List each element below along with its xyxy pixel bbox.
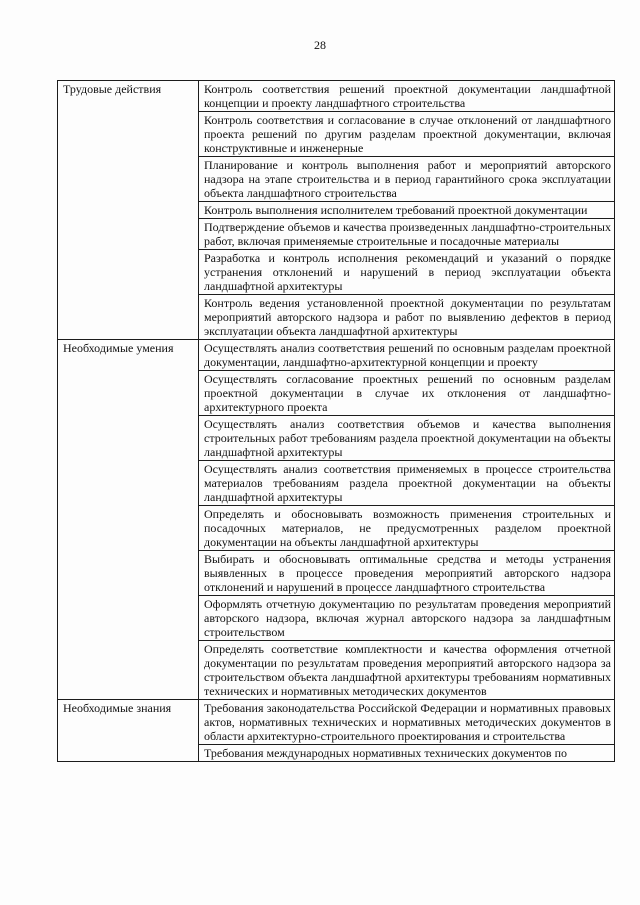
list-item: Определять соответствие комплектности и качества оформления отчетной документации по результатам проведения мероприятий авторского надзора за строительством объекта ландшафтной архитектуры требованиям нормативных технических и нормативных методических документов xyxy=(199,640,614,698)
list-item: Осуществлять анализ соответствия применяемых в процессе строительства материалов требованиям раздела проектной документации на объекты ландшафтной архитектуры xyxy=(199,460,614,504)
table-row-labor-actions xyxy=(58,81,615,340)
row-label: Необходимые знания xyxy=(58,700,199,762)
row-items xyxy=(199,340,615,700)
list-item: Контроль ведения установленной проектной документации по результатам мероприятий авторского надзора и работ по выявлению дефектов в период эксплуатации объекта ландшафтной архитектуры xyxy=(199,294,614,338)
list-item: Планирование и контроль выполнения работ и мероприятий авторского надзора на этапе строительства и в период гарантийного срока эксплуатации объекта ландшафтного строительства xyxy=(199,156,614,200)
list-item: Осуществлять анализ соответствия решений по основным разделам проектной документации, ландшафтно-архитектурной концепции и проекту xyxy=(204,341,611,369)
row-label: Трудовые действия xyxy=(58,81,199,340)
list-item: Контроль соответствия и согласование в случае отклонений от ландшафтного проекта решений по другим разделам проектной документации, включая конструктивные и инженерные xyxy=(199,111,614,155)
list-item: Определять и обосновывать возможность применения строительных и посадочных материалов, не предусмотренных разделом проектной документации на объекты ландшафтной архитектуры xyxy=(199,505,614,549)
list-item: Контроль соответствия решений проектной документации ландшафтной концепции и проекту ландшафтного строительства xyxy=(204,82,611,110)
list-item: Разработка и контроль исполнения рекомендаций и указаний о порядке устранения отклонений и нарушений в период эксплуатации объекта ландшафтной архитектуры xyxy=(199,249,614,293)
list-item: Требования законодательства Российской Федерации и нормативных правовых актов, нормативных технических и нормативных методических документов в области архитектурно-строительного проектирования и строительства xyxy=(204,701,611,743)
table-row-knowledge xyxy=(58,700,615,762)
list-item: Осуществлять анализ соответствия объемов и качества выполнения строительных работ требованиям раздела проектной документации на объекты ландшафтной архитектуры xyxy=(199,415,614,459)
competency-table xyxy=(57,80,615,762)
list-item: Оформлять отчетную документацию по результатам проведения мероприятий авторского надзора, включая журнал авторского надзора за ландшафтным строительством xyxy=(199,595,614,639)
row-label: Необходимые умения xyxy=(58,340,199,700)
list-item: Контроль выполнения исполнителем требований проектной документации xyxy=(199,201,614,217)
table-row-skills xyxy=(58,340,615,700)
list-item: Выбирать и обосновывать оптимальные средства и методы устранения выявленных в процессе проведения мероприятий авторского надзора отклонений и нарушений в процессе ландшафтного строительства xyxy=(199,550,614,594)
row-items xyxy=(199,700,615,762)
row-items xyxy=(199,81,615,340)
list-item: Подтверждение объемов и качества произведенных ландшафтно-строительных работ, включая применяемые строительные и посадочные материалы xyxy=(199,218,614,248)
page-number: 28 xyxy=(314,38,326,52)
list-item: Требования международных нормативных технических документов по xyxy=(199,744,614,760)
list-item: Осуществлять согласование проектных решений по основным разделам проектной документации в случае их отклонения от ландшафтно-архитектурного проекта xyxy=(199,370,614,414)
